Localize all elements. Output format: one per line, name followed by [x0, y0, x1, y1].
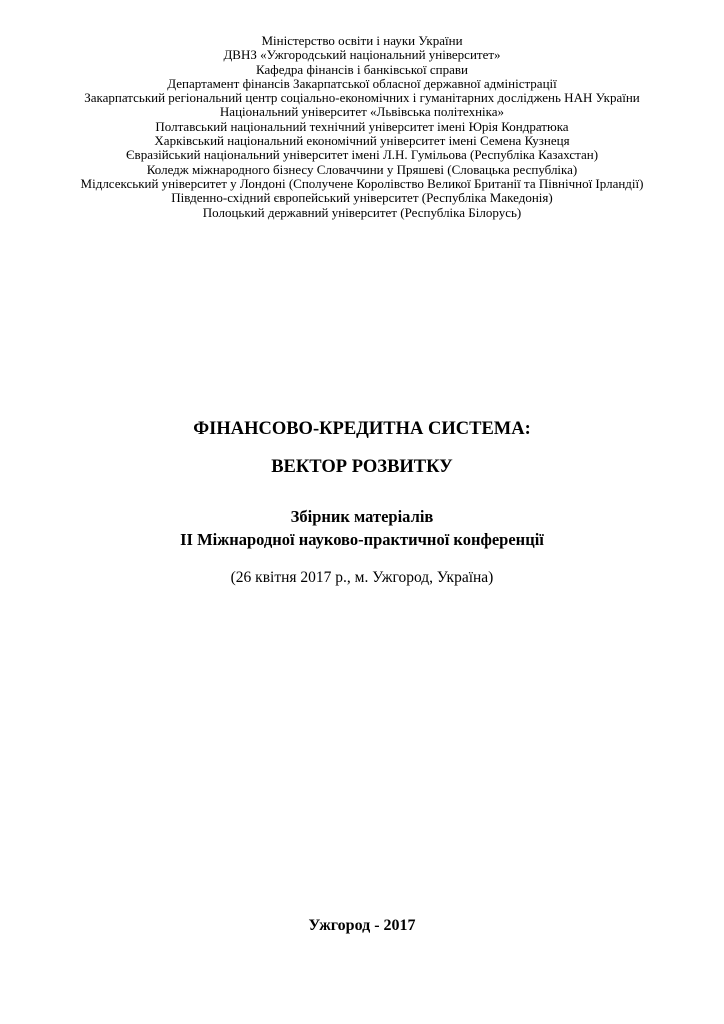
place-year: Ужгород - 2017 [308, 917, 416, 934]
document-title [0, 410, 724, 486]
organization-line: Коледж міжнародного бізнесу Словаччини у Пряшеві (Словацька республіка) [146, 161, 578, 177]
event-date: (26 квітня 2017 р., м. Ужгород, Україна) [230, 569, 494, 586]
organization-line: Полтавський національний технічний університет імені Юрія Кондратюка [155, 118, 569, 134]
title-line-1: ФІНАНСОВО-КРЕДИТНА СИСТЕМА: [193, 419, 531, 439]
document-subtitle [0, 505, 724, 551]
organization-line: Міністерство освіти і науки України [261, 33, 463, 48]
organization-line: Харківський національний економічний університет імені Семена Кузнеця [154, 133, 570, 149]
organization-line: Національний університет «Львівська політехніка» [219, 104, 505, 120]
subtitle-line-2: ІІ Міжнародної науково-практичної конференції [180, 530, 544, 549]
organization-line: Південно-східний європейський університет (Республіка Македонія) [171, 190, 553, 206]
subtitle-line-1: Збірник матеріалів [290, 507, 434, 526]
organizations-list [0, 34, 724, 220]
organization-line: Євразійський національний університет імені Л.Н. Гумільова (Республіка Казахстан) [125, 147, 599, 163]
organization-line: Мідлсекський університет у Лондоні (Сполучене Королівство Великої Британії та Північної Ірландії) [80, 175, 644, 191]
organization-line: ДВНЗ «Ужгородський національний університет» [223, 47, 501, 63]
organization-line: Закарпатський регіональний центр соціально-економічних і гуманітарних досліджень НАН України [84, 90, 640, 106]
organization-line: Кафедра фінансів і банківської справи [256, 61, 468, 77]
organization-line: Департамент фінансів Закарпатської обласної державної адміністрації [167, 75, 557, 91]
organization-line: Полоцький державний університет (Республіка Білорусь) [202, 204, 522, 220]
title-line-2: ВЕКТОР РОЗВИТКУ [271, 457, 453, 477]
